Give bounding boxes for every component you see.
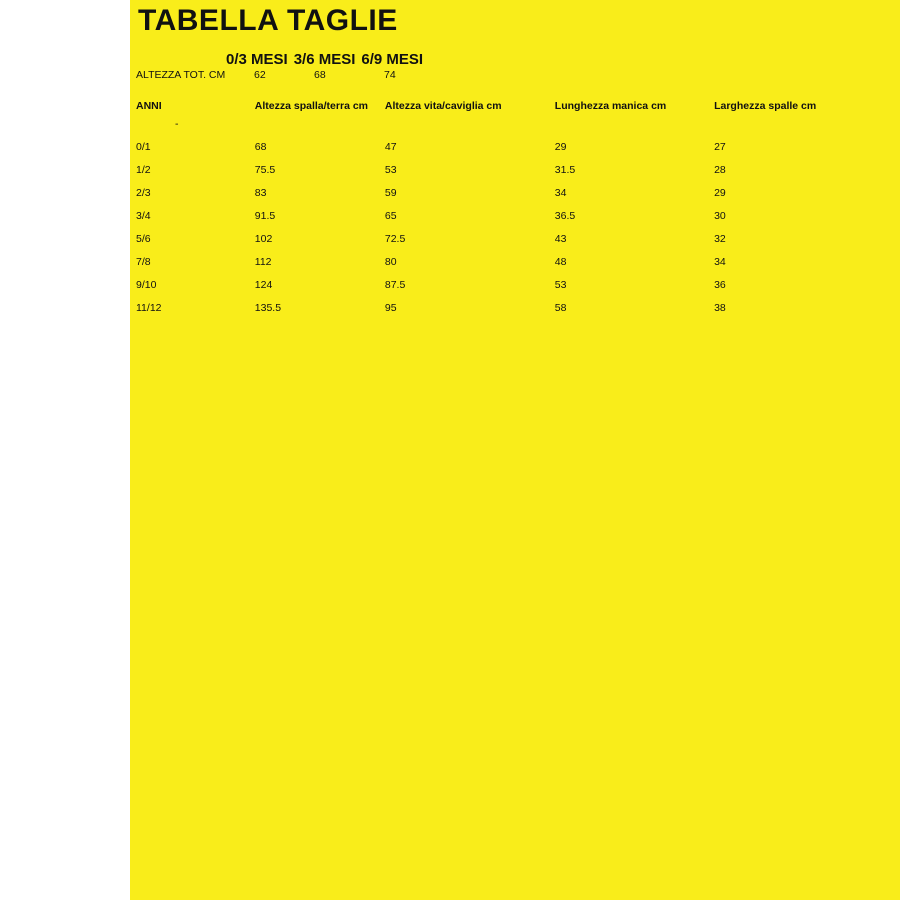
table-row [130, 187, 900, 210]
cell-anni: 9/10 [136, 279, 157, 291]
cell-larghezza-spalle: 30 [714, 210, 726, 222]
cell-altezza-spalla: 68 [254, 141, 267, 153]
table-row [130, 164, 900, 187]
cell-altezza-spalla: 75.5 [254, 164, 276, 176]
cell-lunghezza-manica: 48 [554, 256, 567, 268]
column-header-anni: ANNI [136, 100, 162, 112]
cell-altezza-vita: 72.5 [384, 233, 406, 245]
months-header [226, 51, 423, 68]
total-height-label: ALTEZZA TOT. CM [136, 69, 226, 81]
cell-lunghezza-manica: 58 [554, 302, 567, 314]
cell-larghezza-spalle: 36 [714, 279, 726, 291]
total-height-value-1: 68 [314, 69, 326, 81]
cell-altezza-spalla: 91.5 [254, 210, 276, 222]
table-row [130, 279, 900, 302]
month-label-6-9: 6/9 MESI [361, 51, 424, 68]
cell-altezza-vita: 80 [384, 256, 397, 268]
table-row [130, 256, 900, 279]
table-row [130, 210, 900, 233]
size-chart-sheet [130, 0, 900, 900]
column-header-lunghezza-manica: Lunghezza manica cm [554, 100, 667, 112]
cell-anni: 2/3 [136, 187, 151, 199]
cell-altezza-spalla: 124 [254, 279, 273, 291]
cell-larghezza-spalle: 38 [714, 302, 726, 314]
cell-anni: 11/12 [136, 302, 162, 314]
column-header-larghezza-spalle: Larghezza spalle cm [714, 100, 817, 112]
page-title: TABELLA TAGLIE [138, 4, 398, 37]
cell-lunghezza-manica: 36.5 [554, 210, 576, 222]
cell-lunghezza-manica: 29 [554, 141, 567, 153]
cell-altezza-vita: 53 [384, 164, 397, 176]
size-table [130, 100, 900, 325]
cell-altezza-vita: 65 [384, 210, 397, 222]
cell-larghezza-spalle: 27 [714, 141, 726, 153]
table-row [130, 141, 900, 164]
table-row [130, 302, 900, 325]
column-header-altezza-vita-caviglia: Altezza vita/caviglia cm [384, 100, 502, 112]
cell-lunghezza-manica: 43 [554, 233, 567, 245]
cell-anni: 7/8 [136, 256, 151, 268]
month-label-3-6: 3/6 MESI [293, 51, 356, 68]
cell-anni: 0/1 [136, 141, 151, 153]
cell-lunghezza-manica: 31.5 [554, 164, 576, 176]
total-height-value-2: 74 [384, 69, 396, 81]
column-header-altezza-spalla-terra: Altezza spalla/terra cm [254, 100, 368, 112]
table-row [130, 233, 900, 256]
cell-altezza-spalla: 83 [254, 187, 267, 199]
cell-larghezza-spalle: 28 [714, 164, 726, 176]
cell-larghezza-spalle: 32 [714, 233, 726, 245]
cell-larghezza-spalle: 34 [714, 256, 726, 268]
cell-altezza-spalla: 102 [254, 233, 273, 245]
total-height-value-0: 62 [254, 69, 266, 81]
cell-anni: 5/6 [136, 233, 151, 245]
cell-lunghezza-manica: 34 [554, 187, 567, 199]
cell-larghezza-spalle: 29 [714, 187, 726, 199]
total-height-row [136, 69, 454, 81]
cell-anni: 1/2 [136, 164, 151, 176]
month-label-0-3: 0/3 MESI [226, 51, 288, 68]
cell-altezza-vita: 59 [384, 187, 397, 199]
table-header-row [130, 100, 900, 141]
cell-altezza-vita: 87.5 [384, 279, 406, 291]
cell-lunghezza-manica: 53 [554, 279, 567, 291]
cell-altezza-spalla: 112 [254, 256, 272, 268]
anni-subheader-dash: - [175, 118, 179, 130]
cell-altezza-spalla: 135.5 [254, 302, 282, 314]
cell-altezza-vita: 95 [384, 302, 397, 314]
cell-anni: 3/4 [136, 210, 151, 222]
cell-altezza-vita: 47 [384, 141, 397, 153]
